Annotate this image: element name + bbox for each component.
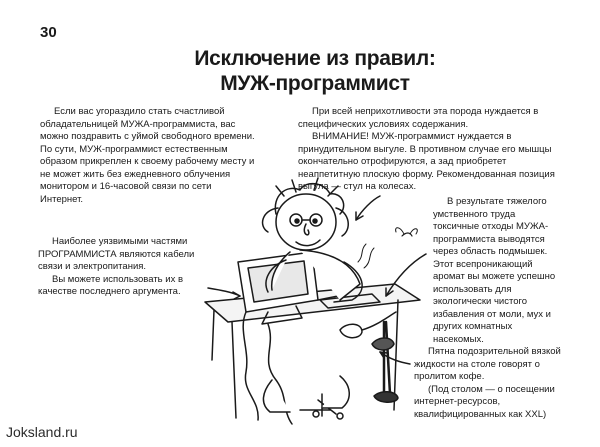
page-number: 30 [40, 24, 57, 41]
coffee-drip [384, 322, 390, 398]
title-line-1: Исключение из правил: [194, 47, 436, 70]
coffee-text-2: (Под столом — о посещении интернет-ресурсов, квалифицированных как XXL) [414, 383, 555, 420]
table-leg-left [232, 322, 236, 418]
watermark: Joksland.ru [6, 424, 78, 440]
cable-1 [243, 312, 258, 420]
head [276, 194, 336, 250]
coffee-text-1: Пятна подозрительной вязкой жидкости на столе говорят о пролитом кофе. [414, 346, 561, 382]
coffee-paragraph [414, 346, 564, 421]
care-paragraph [298, 106, 560, 194]
mouse-cord [362, 312, 396, 330]
care-text-1: При всей неприхотливости эта порода нуждается в специфических условиях содержания. [298, 106, 539, 130]
coffee-spot [372, 338, 394, 350]
title-line-2: МУЖ-программист [220, 72, 410, 95]
odor-lines [358, 244, 374, 268]
intro-paragraph [40, 106, 255, 206]
mouse [340, 324, 362, 338]
waste-text: В результате тяжелого умственного труда токсичные отходы МУЖА-программиста выводятся через область подмышек. Этот всепроникающий аромат вы можете успешно использовать для экологически чистого избавления от моли, мух и других комнатных насекомых. [433, 196, 556, 345]
coffee-puddle [374, 392, 398, 403]
table-leg-back [212, 310, 214, 360]
weak-points-text-1: Наиболее уязвимыми частями ПРОГРАММИСТА являются кабели связи и электропитания. [38, 236, 195, 272]
intro-text: Если вас угораздило стать счастливой обладательницей МУЖА-программиста, вас можно поздравить с уймой свободного времени. По сути, МУЖ-программист естественным образом прикреплен к своему рабочему месту и не может жить без ежедневного облучения монитором и 16-часовой связи по сети Интернет. [40, 106, 255, 205]
weak-points-text-2: Вы можете использовать их в качестве последнего аргумента. [38, 273, 184, 297]
leg-left [263, 380, 290, 412]
arrow-left [208, 288, 240, 296]
care-text-2: ВНИМАНИЕ! МУЖ-программист нуждается в принудительном выгуле. В противном случае его мышцы окончательно отрофируются, а зад приобретет неаппетитную плоскую форму. Рекомендованная позиция выгула — стул на колесах. [298, 131, 555, 192]
leg-right [322, 376, 349, 408]
arrow-mid [356, 196, 380, 220]
waste-paragraph [433, 196, 561, 346]
weak-points-paragraph [38, 236, 200, 299]
